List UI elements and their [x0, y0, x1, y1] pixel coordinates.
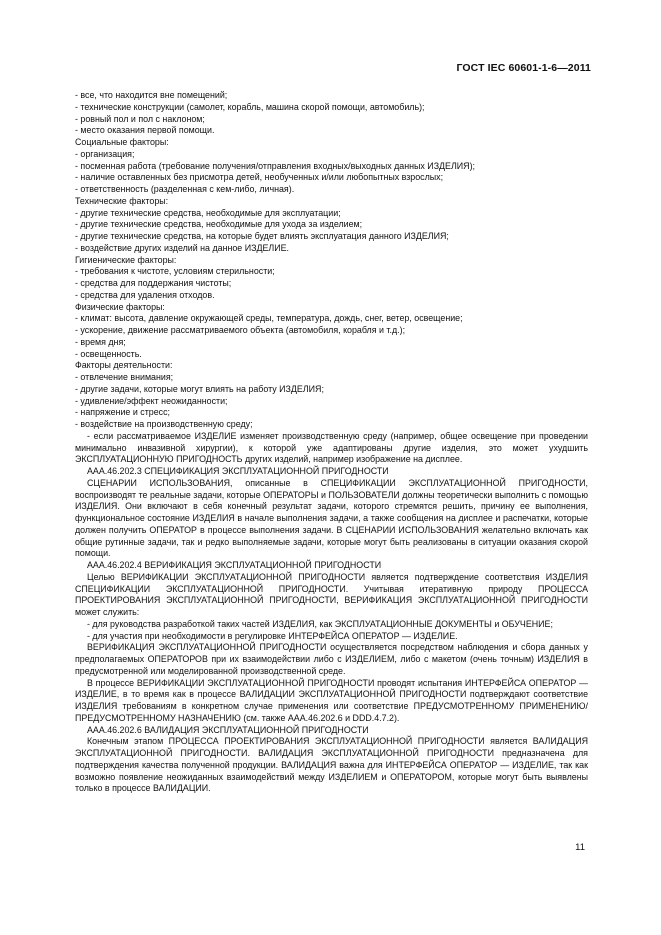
section-heading: Гигиенические факторы: [75, 254, 177, 265]
list-item: - другие технические средства, на которые будет влиять эксплуатация данного ИЗДЕЛИЯ; [75, 231, 449, 241]
section-heading: Технические факторы: [75, 195, 169, 206]
list-item: - организация; [75, 148, 135, 159]
page-number: 11 [575, 842, 585, 853]
list-item: - воздействие на производственную среду; [75, 419, 253, 429]
list-item: - отвлечение внимания; [75, 372, 174, 382]
paragraph: В процессе ВЕРИФИКАЦИИ ЭКСПЛУАТАЦИОННОЙ ПРИГОДНОСТИ проводят испытания ИНТЕРФЕЙСА ОПЕРАТОР — ИЗДЕЛИЕ, в то время как в процессе ВАЛИДАЦИИ ЭКСПЛУАТАЦИОННОЙ ПРИГОДНОСТИ подтверждают соответствие ИЗДЕЛИЯ требованиям в конкретном случае применения или соответствие ПРЕДУСМОТРЕННОМУ ПРИМЕНЕНИЮ/ПРЕДУСМОТРЕННОМУ НАЗНАЧЕНИЮ (см. также ААА.46.202.6 и DDD.4.7.2). [75, 677, 588, 723]
list-item: - технические конструкции (самолет, корабль, машина скорой помощи, автомобиль); [75, 101, 425, 112]
list-item: - другие технические средства, необходимые для ухода за изделием; [75, 219, 363, 230]
section-heading: Социальные факторы: [75, 137, 169, 147]
paragraph: Целью ВЕРИФИКАЦИИ ЭКСПЛУАТАЦИОННОЙ ПРИГОДНОСТИ является подтверждение соответствия ИЗДЕЛИЯ СПЕЦИФИКАЦИИ ЭКСПЛУАТАЦИОННОЙ ПРИГОДНОСТИ. Учитывая итеративную природу ПРОЦЕССА ПРОЕКТИРОВАНИЯ ЭКСПЛУАТАЦИОННОЙ ПРИГОДНОСТИ, ВЕРИФИКАЦИЯ ЭКСПЛУАТАЦИОННОЙ ПРИГОДНОСТИ может служить: [75, 571, 588, 617]
clause-heading: ААА.46.202.4 ВЕРИФИКАЦИЯ ЭКСПЛУАТАЦИОННОЙ ПРИГОДНОСТИ [87, 560, 382, 570]
section-heading: Физические факторы: [75, 301, 165, 312]
section-heading: Факторы деятельности: [75, 360, 173, 371]
list-item: - напряжение и стресс; [75, 407, 170, 418]
list-item: - все, что находится вне помещений; [75, 90, 228, 100]
page-body [75, 90, 588, 795]
list-item: - требования к чистоте, условиям стерильности; [75, 266, 275, 277]
paragraph: ВЕРИФИКАЦИЯ ЭКСПЛУАТАЦИОННОЙ ПРИГОДНОСТИ осуществляется посредством наблюдения и сбора данных у предполагаемых ОПЕРАТОРОВ при их взаимодействии либо с ИЗДЕЛИЕМ, либо с макетом (очень точным) ИЗДЕЛИЯ в предусмотренной или моделированной производственной среде. [75, 642, 588, 676]
clause-heading: ААА.46.202.6 ВАЛИДАЦИЯ ЭКСПЛУАТАЦИОННОЙ ПРИГОДНОСТИ [87, 724, 369, 735]
list-item: - другие технические средства, необходимые для эксплуатации; [75, 207, 341, 218]
list-item: - освещенность. [75, 348, 142, 359]
list-item: - средства для поддержания чистоты; [75, 278, 232, 288]
list-item: - воздействие других изделий на данное ИЗДЕЛИЕ. [75, 242, 289, 253]
list-item: - ровный пол и пол с наклоном; [75, 113, 205, 124]
list-item: - удивление/эффект неожиданности; [75, 395, 228, 406]
paragraph: - если рассматриваемое ИЗДЕЛИЕ изменяет производственную среду (например, общее освещение при проведении минимально инвазивной хирургии), к которой уже адаптированы другие изделия, это может ухудшить ЭКСПЛУАТАЦИОННУЮ ПРИГОДНОСТЬ других изделий, например изображение на дисплее. [75, 430, 588, 465]
list-item: - посменная работа (требование получения/отправления входных/выходных данных ИЗДЕЛИЯ); [75, 160, 476, 171]
list-item: - средства для удаления отходов. [75, 289, 215, 300]
list-item: - место оказания первой помощи. [75, 125, 215, 136]
list-item: - климат: высота, давление окружающей среды, температура, дождь, снег, ветер, освещение; [75, 313, 463, 324]
list-item: - ускорение, движение рассматриваемого объекта (автомобиля, корабля и т.д.); [75, 325, 406, 335]
list-item: - другие задачи, которые могут влиять на работу ИЗДЕЛИЯ; [75, 383, 324, 394]
standard-header: ГОСТ IEC 60601-1-6—2011 [456, 62, 591, 74]
clause-heading: ААА.46.202.3 СПЕЦИФИКАЦИЯ ЭКСПЛУАТАЦИОННОЙ ПРИГОДНОСТИ [87, 466, 389, 476]
list-item: - для участия при необходимости в регулировке ИНТЕРФЕЙСА ОПЕРАТОР — ИЗДЕЛИЕ. [87, 630, 458, 641]
list-item: - время дня; [75, 336, 126, 347]
list-item: - ответственность (разделенная с кем-либо, личная). [75, 184, 295, 194]
paragraph: СЦЕНАРИИ ИСПОЛЬЗОВАНИЯ, описанные в СПЕЦИФИКАЦИИ ЭКСПЛУАТАЦИОННОЙ ПРИГОДНОСТИ, воспроизводят те реальные задачи, которые ОПЕРАТОРЫ и ПОЛЬЗОВАТЕЛИ должны теоретически выполнить с помощью ИЗДЕЛИЯ. Они включают в себя конечный результат задачи, которого стремятся решить, причину ее выполнения, функциональное состояние ИЗДЕЛИЯ в начале выполнения задачи, а также сообщения на дисплее и распечатки, которые должен получить ОПЕРАТОР в процессе выполнения задачи. В СЦЕНАРИИ ИСПОЛЬЗОВАНИЯ желательно включать как общие рутинные задачи, так и редко выполняемые задачи, которые могут быть реализованы в ситуации оказания скорой помощи. [75, 477, 588, 559]
list-item: - для руководства разработкой таких частей ИЗДЕЛИЯ, как ЭКСПЛУАТАЦИОННЫЕ ДОКУМЕНТЫ и ОБУЧЕНИЕ; [87, 618, 553, 629]
list-item: - наличие оставленных без присмотра детей, необученных и/или любопытных взрослых; [75, 172, 444, 183]
paragraph: Конечным этапом ПРОЦЕССА ПРОЕКТИРОВАНИЯ ЭКСПЛУАТАЦИОННОЙ ПРИГОДНОСТИ является ВАЛИДАЦИЯ ЭКСПЛУАТАЦИОННОЙ ПРИГОДНОСТИ. ВАЛИДАЦИЯ ЭКСПЛУАТАЦИОННОЙ ПРИГОДНОСТИ предназначена для подтверждения качества полученной продукции. ВАЛИДАЦИЯ важна для ИНТЕРФЕЙСА ОПЕРАТОР — ИЗДЕЛИЕ, так как возможно появление неожиданных взаимодействий между ИЗДЕЛИЕМ и ОПЕРАТОРОМ, которые могут быть выявлены только в процессе ВАЛИДАЦИИ. [75, 736, 588, 794]
